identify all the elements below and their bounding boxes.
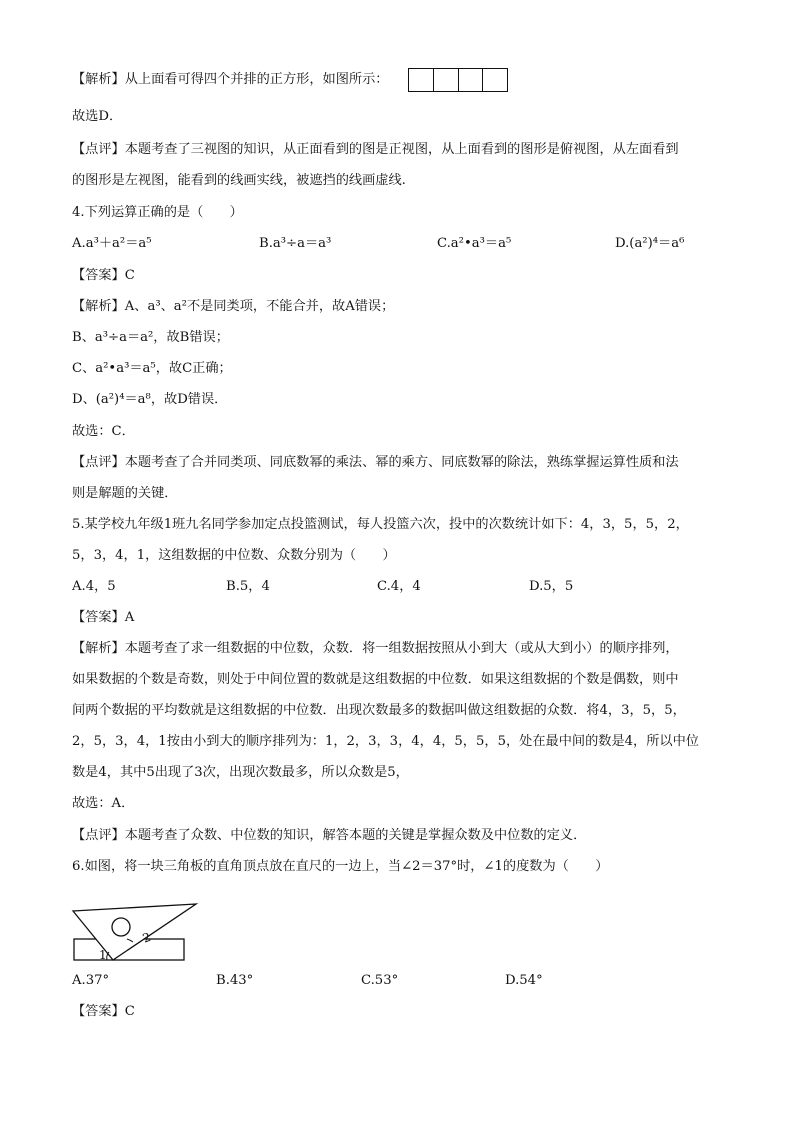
q4-option-b: B.a³÷a＝a³ [259,236,332,251]
analysis-q5-line4: 2，5，3，4，1按由小到大的顺序排列为：1，2，3，3，4，4，5，5，5，处在最中间的数是4，所以中位 [72,734,699,749]
analysis-q5-line1: 【解析】本题考查了求一组数据的中位数，众数．将一组数据按照从小到大（或从大到小）的顺序排列， [72,641,679,656]
analysis-q5-line2: 如果数据的个数是奇数，则处于中间位置的数就是这组数据的中位数．如果这组数据的个数是偶数，则中 [72,672,679,687]
analysis-q4-line2: B、a³÷a＝a²，故B错误； [72,330,229,345]
q4-option-c: C.a²•a³＝a⁵ [437,236,512,251]
answer-q4: 【答案】C [72,268,135,283]
analysis-q4-line4: D、(a²)⁴＝a⁸，故D错误． [72,392,228,407]
answer-q5: 【答案】A [72,610,135,625]
comment-q4-line1: 【点评】本题考查了合并同类项、同底数幂的乘法、幂的乘方、同底数幂的除法，熟练掌握运算性质和法 [72,455,679,470]
question-4: 4.下列运算正确的是（ ） [72,205,243,220]
question-6: 6.如图，将一块三角板的直角顶点放在直尺的一边上，当∠2＝37°时，∠1的度数为（ ） [72,859,609,874]
analysis-q4-line3: C、a²•a³＝a⁵，故C正确； [72,361,232,376]
comment-q4-line2: 则是解题的关键． [72,486,178,501]
q6-option-a: A.37° [72,973,110,988]
choice-q5: 故选：A． [72,796,135,811]
top-view-squares [408,68,508,92]
angle-2-label: 2 [140,929,153,946]
question-5-line1: 5.某学校九年级1班九名同学参加定点投篮测试，每人投篮六次，投中的次数统计如下：4，3，5，5，2， [72,517,689,532]
q5-option-a: A.4，5 [72,579,116,594]
analysis-q5-line3: 间两个数据的平均数就是这组数据的中位数．出现次数最多的数据叫做这组数据的众数．将4，3，5，5， [72,703,686,718]
q5-option-b: B.5，4 [226,579,270,594]
comment-q3-line2: 的图形是左视图，能看到的线画实线，被遮挡的线画虚线. [72,173,406,188]
q4-option-a: A.a³＋a²＝a⁵ [72,236,152,251]
answer-choice-q3: 故选D． [72,109,123,124]
question-5-line2: 5，3，4，1，这组数据的中位数、众数分别为（ ） [72,548,396,563]
triangle-ruler-figure [70,902,200,964]
answer-q6: 【答案】C [72,1004,135,1019]
analysis-q4-line1: 【解析】A、a³、a²不是同类项，不能合并，故A错误； [72,299,395,314]
set-square [73,904,196,960]
analysis-q5-line5: 数是4，其中5出现了3次，出现次数最多，所以众数是5， [72,765,409,780]
comment-q5: 【点评】本题考查了众数、中位数的知识，解答本题的关键是掌握众数及中位数的定义． [72,828,587,843]
q5-option-c: C.4，4 [377,579,421,594]
q6-option-c: C.53° [361,973,399,988]
q4-option-d: D.(a²)⁴＝a⁶ [615,236,685,251]
choice-q4: 故选：C． [72,424,135,439]
q5-option-d: D.5，5 [529,579,574,594]
analysis-q3: 【解析】从上面看可得四个并排的正方形，如图所示： [72,72,389,87]
q6-option-b: B.43° [216,973,254,988]
comment-q3-line1: 【点评】本题考查了三视图的知识，从正面看到的图是正视图，从上面看到的图形是俯视图，从左面看到 [72,142,679,157]
q6-option-d: D.54° [505,973,543,988]
angle-1-label: 1 [99,948,107,962]
